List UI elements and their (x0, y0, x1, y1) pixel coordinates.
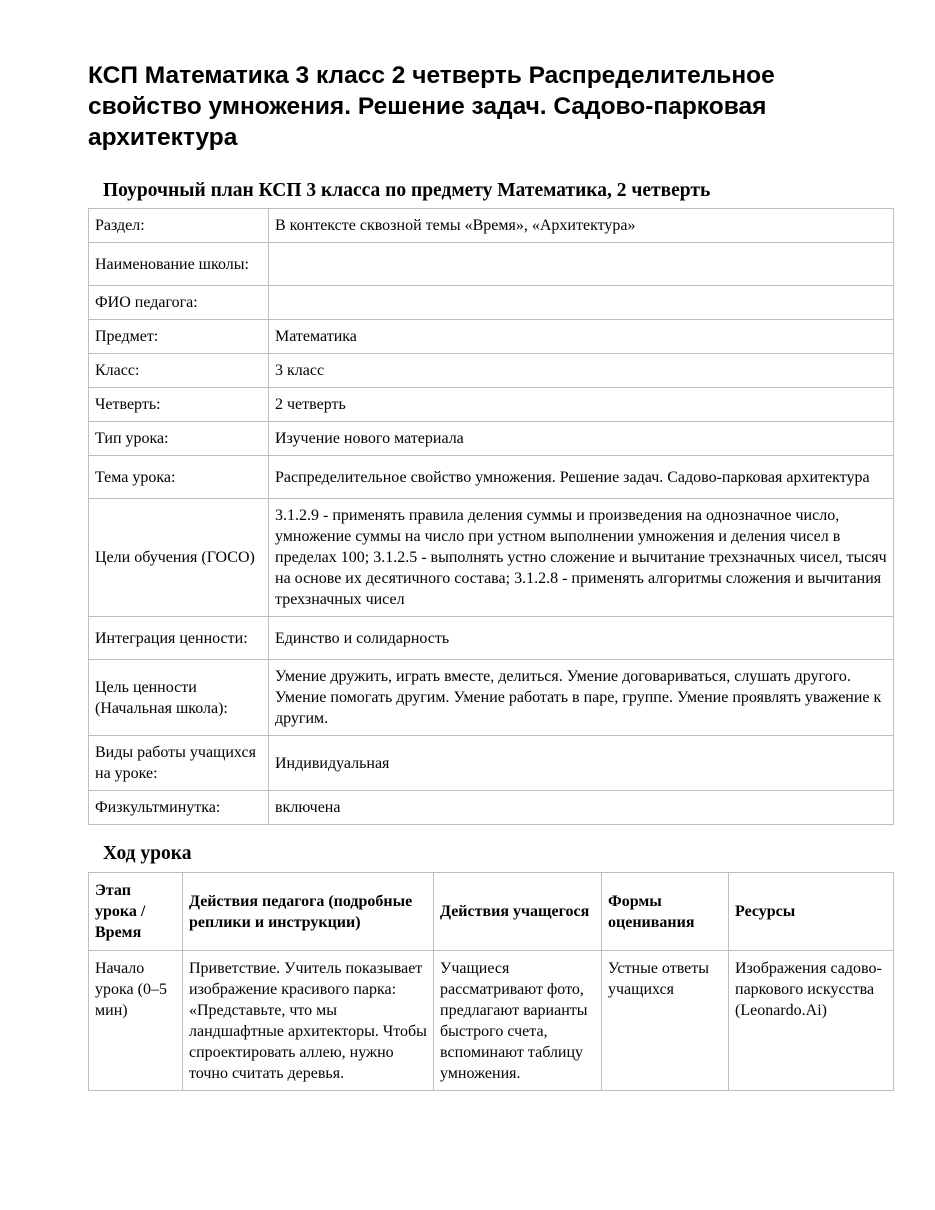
plan-row-quarter (89, 388, 894, 422)
plan-value: 3.1.2.9 - применять правила деления суммы и произведения на однозначное число, умножение суммы на число при устном выполнении умножения и деления чисел в пределах 100; 3.1.2.5 - выполнять устно сложение и вычитание трехзначных чисел, тысяч на основе их десятичного состава; 3.1.2.8 - применять алгоритмы сложения и вычитания трехзначных чисел (269, 499, 894, 617)
plan-row-subject (89, 320, 894, 354)
plan-row-grade (89, 354, 894, 388)
plan-label: Предмет: (89, 320, 269, 354)
student-actions-cell: Учащиеся рассматривают фото, предлагают варианты быстрого счета, вспоминают таблицу умножения. (434, 951, 602, 1091)
plan-label: Тема урока: (89, 456, 269, 499)
plan-row-lesson-type (89, 422, 894, 456)
plan-label: Класс: (89, 354, 269, 388)
column-header-teacher-actions: Действия педагога (подробные реплики и инструкции) (183, 873, 434, 951)
plan-label: Тип урока: (89, 422, 269, 456)
assessment-cell: Устные ответы учащихся (602, 951, 729, 1091)
plan-row-exercise-break (89, 791, 894, 825)
plan-value: Распределительное свойство умножения. Решение задач. Садово-парковая архитектура (269, 456, 894, 499)
plan-label: Физкультминутка: (89, 791, 269, 825)
plan-row-topic (89, 456, 894, 499)
plan-row-school (89, 243, 894, 286)
table-row (89, 951, 894, 1091)
plan-label: Виды работы учащихся на уроке: (89, 736, 269, 791)
plan-value: 2 четверть (269, 388, 894, 422)
plan-value: Изучение нового материала (269, 422, 894, 456)
plan-label: Интеграция ценности: (89, 617, 269, 660)
column-header-assessment: Формы оценивания (602, 873, 729, 951)
document-page (88, 0, 893, 1091)
plan-label: Наименование школы: (89, 243, 269, 286)
plan-label: Цель ценности (Начальная школа): (89, 660, 269, 736)
plan-heading: Поурочный план КСП 3 класса по предмету Математика, 2 четверть (103, 180, 711, 201)
plan-value (269, 243, 894, 286)
plan-row-work-types (89, 736, 894, 791)
plan-row-values (89, 617, 894, 660)
plan-value: Умение дружить, играть вместе, делиться. Умение договариваться, слушать другого. Умение помогать другим. Умение работать в паре, группе. Умение проявлять уважение к другим. (269, 660, 894, 736)
lesson-header-row (89, 873, 894, 951)
plan-row-value-goal (89, 660, 894, 736)
plan-row-learning-goals (89, 499, 894, 617)
teacher-actions-cell: Приветствие. Учитель показывает изображение красивого парка: «Представьте, что мы ландшафтные архитекторы. Чтобы спроектировать аллею, нужно точно считать деревья. (183, 951, 434, 1091)
plan-label: ФИО педагога: (89, 286, 269, 320)
column-header-student-actions: Действия учащегося (434, 873, 602, 951)
lesson-stage-cell: Начало урока (0–5 мин) (89, 951, 183, 1091)
lesson-progress-heading: Ход урока (103, 843, 192, 864)
column-header-resources: Ресурсы (729, 873, 894, 951)
plan-value: Индивидуальная (269, 736, 894, 791)
plan-value: включена (269, 791, 894, 825)
plan-row-section (89, 209, 894, 243)
plan-label: Раздел: (89, 209, 269, 243)
lesson-progress-table (88, 872, 894, 1091)
resources-cell: Изображения садово-паркового искусства (Leonardo.Ai) (729, 951, 894, 1091)
plan-label: Цели обучения (ГОСО) (89, 499, 269, 617)
plan-label: Четверть: (89, 388, 269, 422)
plan-value (269, 286, 894, 320)
plan-row-teacher (89, 286, 894, 320)
plan-value: В контексте сквозной темы «Время», «Архитектура» (269, 209, 894, 243)
column-header-stage: Этап урока / Время (89, 873, 183, 951)
lesson-plan-table (88, 208, 894, 825)
document-title: КСП Математика 3 класс 2 четверть Распределительное свойство умножения. Решение задач. Садово-парковая архитектура (88, 62, 775, 151)
plan-value: 3 класс (269, 354, 894, 388)
plan-value: Математика (269, 320, 894, 354)
plan-value: Единство и солидарность (269, 617, 894, 660)
